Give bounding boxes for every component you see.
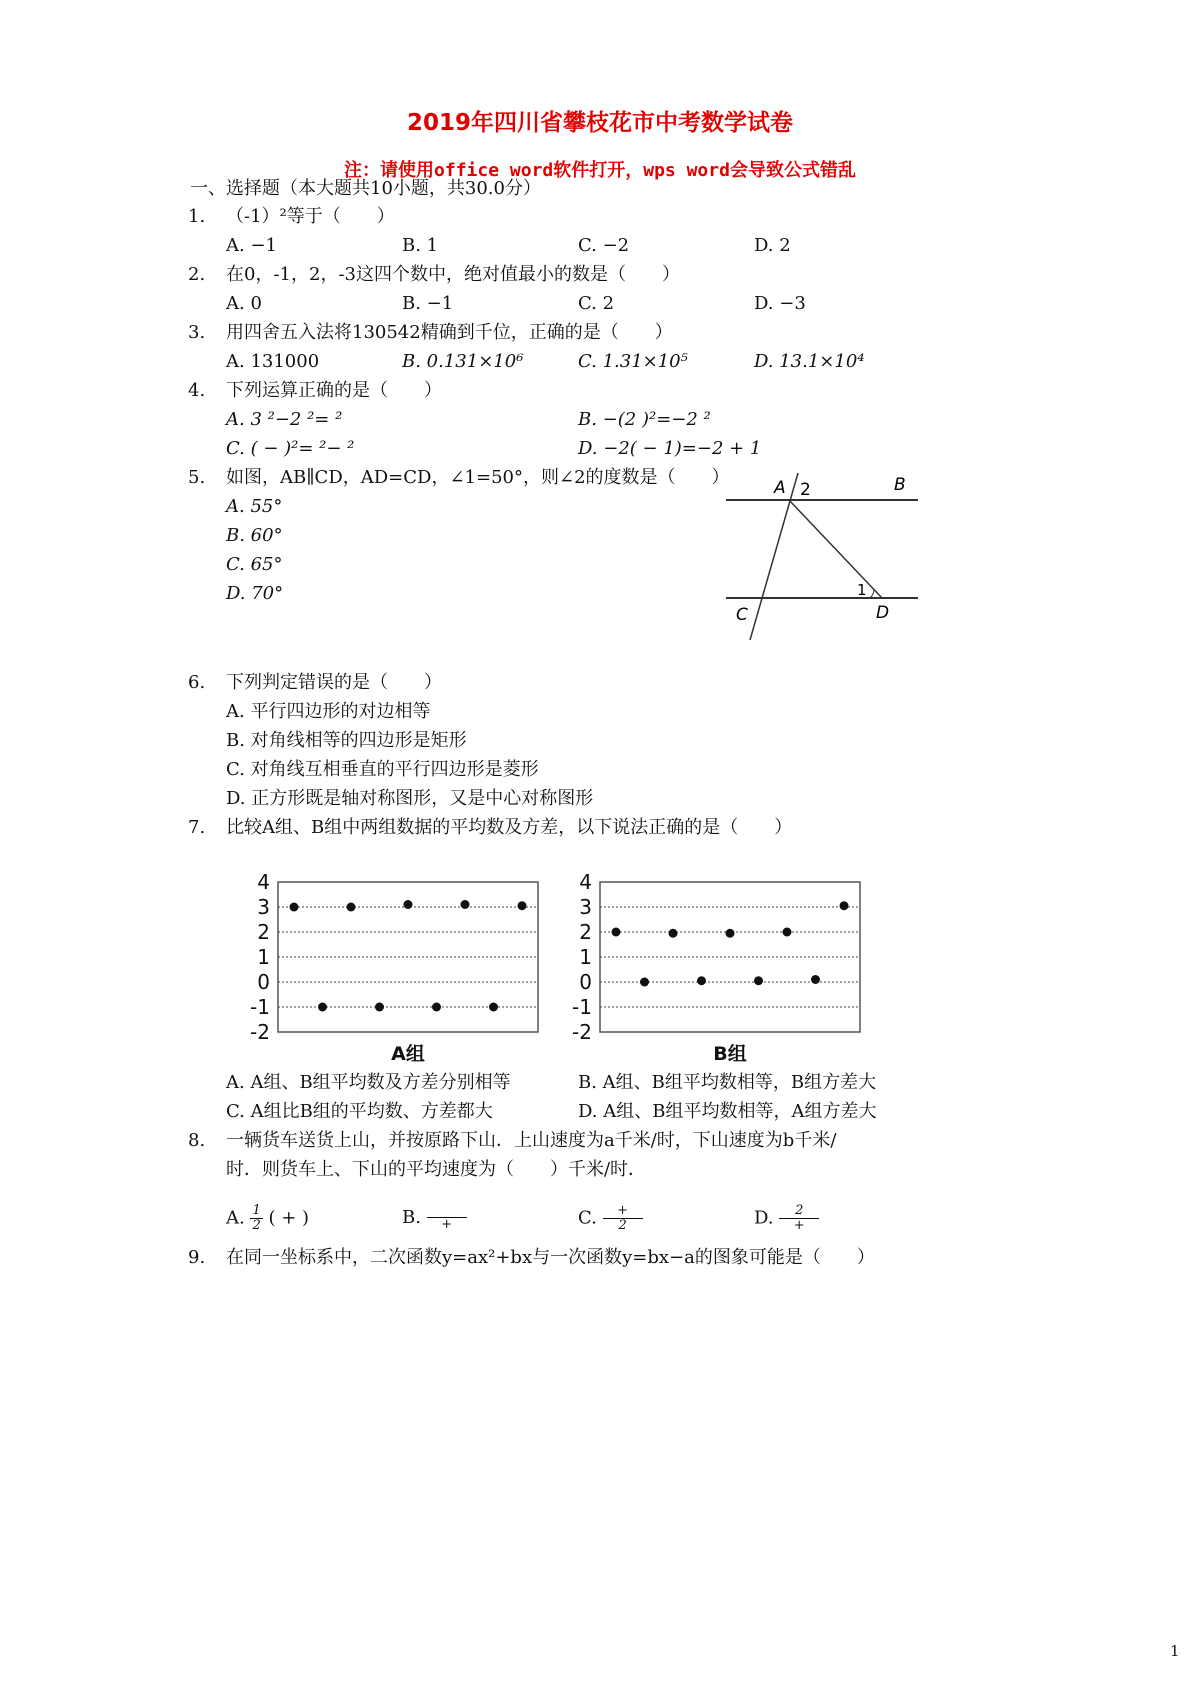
- y-tick-label: -2: [572, 1020, 592, 1044]
- transversal-line: [750, 473, 798, 640]
- data-point: [640, 978, 649, 987]
- y-tick-label: 1: [579, 945, 592, 969]
- point-c-label: C: [736, 605, 748, 625]
- q7-option-a: A. A组、B组平均数及方差分别相等: [226, 1072, 511, 1093]
- q8-stem-line1: 一辆货车送货上山，并按原路下山．上山速度为a千米/时，下山速度为b千米/: [226, 1130, 837, 1151]
- data-point: [811, 975, 820, 984]
- point-a-label: A: [774, 478, 786, 498]
- q5-option-b: B. 60°: [226, 525, 283, 546]
- q4-option-a: A. 3 ²−2 ²= ²: [226, 409, 343, 430]
- q8-option-c: [578, 1204, 643, 1233]
- data-point: [754, 976, 763, 985]
- q6-number: 6.: [188, 672, 206, 693]
- q9-number: 9.: [188, 1247, 206, 1268]
- q6-option-c: C. 对角线互相垂直的平行四边形是菱形: [226, 759, 539, 780]
- q5-option-a: A. 55°: [226, 496, 283, 517]
- q8-option-b: [402, 1204, 467, 1232]
- q2-option-d: D. −3: [754, 293, 806, 314]
- q7-number: 7.: [188, 817, 206, 838]
- data-point: [783, 928, 792, 937]
- q5-stem: 如图，AB∥CD，AD=CD，∠1=50°，则∠2的度数是（ ）: [226, 467, 730, 488]
- fraction-numerator: [427, 1204, 467, 1218]
- q1-number: 1.: [188, 206, 206, 227]
- y-tick-label: -1: [250, 995, 270, 1019]
- q6-option-b: B. 对角线相等的四边形是矩形: [226, 730, 467, 751]
- q8-option-a-label: A.: [226, 1207, 245, 1229]
- y-tick-label: -2: [250, 1020, 270, 1044]
- data-point: [489, 1003, 498, 1012]
- data-point: [461, 900, 470, 909]
- q8-number: 8.: [188, 1130, 206, 1151]
- data-point: [432, 1003, 441, 1012]
- q8-option-a-fraction: [250, 1204, 262, 1233]
- q5-option-d: D. 70°: [226, 583, 284, 604]
- y-tick-label: 0: [257, 970, 270, 994]
- q8-option-c-fraction: [603, 1204, 643, 1233]
- q8-option-a: [226, 1204, 309, 1233]
- point-d-label: D: [876, 603, 890, 623]
- q4-number: 4.: [188, 380, 206, 401]
- y-tick-label: 2: [579, 920, 592, 944]
- data-point: [347, 903, 356, 912]
- q5-geometry-figure: [722, 468, 922, 643]
- fraction-denominator: +: [441, 1217, 453, 1232]
- exam-title: 2019年四川省攀枝花市中考数学试卷: [406, 110, 793, 136]
- angle-1-label: 1: [857, 581, 867, 599]
- q4-option-c: C. ( − )²= ²− ²: [226, 438, 355, 459]
- fraction-denominator: +: [793, 1218, 805, 1233]
- fraction-numerator: 1: [252, 1203, 261, 1218]
- data-point: [697, 976, 706, 985]
- q7-option-b: B. A组、B组平均数相等，B组方差大: [578, 1072, 877, 1093]
- q2-option-c: C. 2: [578, 293, 615, 314]
- data-point: [290, 903, 299, 912]
- q9-stem: 在同一坐标系中，二次函数y=ax²+bx与一次函数y=bx−a的图象可能是（ ）: [226, 1247, 875, 1268]
- q1-option-a: A. −1: [226, 235, 277, 256]
- q7-stem: 比较A组、B组中两组数据的平均数及方差，以下说法正确的是（ ）: [226, 817, 793, 838]
- fraction-denominator: 2: [252, 1218, 261, 1233]
- angle-2-label: 2: [800, 480, 811, 500]
- segment-ad: [789, 500, 882, 598]
- data-point: [518, 901, 527, 910]
- q4-option-d: D. −2( − 1)=−2 + 1: [578, 438, 762, 459]
- q2-stem: 在0，-1，2，-3这四个数中，绝对值最小的数是（ ）: [226, 264, 680, 285]
- q3-option-a: A. 131000: [226, 351, 320, 372]
- q3-option-b: B. 0.131×10⁶: [402, 351, 524, 372]
- q1-option-b: B. 1: [402, 235, 439, 256]
- q5-option-c: C. 65°: [226, 554, 283, 575]
- q8-option-c-label: C.: [578, 1207, 597, 1229]
- q5-number: 5.: [188, 467, 206, 488]
- q6-option-a: A. 平行四边形的对边相等: [226, 701, 431, 722]
- chart-group-a: [238, 868, 548, 1068]
- q8-option-d-fraction: [779, 1204, 819, 1233]
- q3-stem: 用四舍五入法将130542精确到千位，正确的是（ ）: [226, 322, 673, 343]
- chart-title: A组: [391, 1043, 425, 1065]
- section-heading: 一、选择题（本大题共10小题，共30.0分）: [190, 178, 541, 199]
- y-tick-label: -1: [572, 995, 592, 1019]
- q3-option-c: C. 1.31×10⁵: [578, 351, 688, 372]
- q3-number: 3.: [188, 322, 206, 343]
- fraction-numerator: 2: [779, 1204, 819, 1219]
- chart-group-b: [560, 868, 870, 1068]
- q1-option-d: D. 2: [754, 235, 791, 256]
- q7-option-d: D. A组、B组平均数相等，A组方差大: [578, 1101, 877, 1122]
- q8-option-b-label: B.: [402, 1207, 421, 1228]
- q2-number: 2.: [188, 264, 206, 285]
- y-tick-label: 0: [579, 970, 592, 994]
- y-tick-label: 4: [257, 870, 270, 894]
- data-point: [318, 1003, 327, 1012]
- q2-option-b: B. −1: [402, 293, 454, 314]
- data-point: [404, 900, 413, 909]
- q6-stem: 下列判定错误的是（ ）: [226, 672, 442, 693]
- q6-option-d: D. 正方形既是轴对称图形，又是中心对称图形: [226, 788, 594, 809]
- point-b-label: B: [894, 475, 906, 495]
- data-point: [669, 929, 678, 938]
- q8-option-a-expression: ( + ): [268, 1207, 310, 1229]
- q8-option-d-label: D.: [754, 1207, 774, 1229]
- q7-option-c: C. A组比B组的平均数、方差都大: [226, 1101, 493, 1122]
- q1-stem: （-1）²等于（ ）: [226, 206, 395, 227]
- angle-1-arc: [870, 589, 874, 598]
- data-point: [612, 928, 621, 937]
- q8-option-b-fraction: [427, 1204, 467, 1232]
- data-point: [726, 929, 735, 938]
- q1-option-c: C. −2: [578, 235, 630, 256]
- chart-title: B组: [713, 1043, 747, 1065]
- q2-option-a: A. 0: [226, 293, 262, 314]
- q4-option-b: B. −(2 )²=−2 ²: [578, 409, 711, 430]
- y-tick-label: 2: [257, 920, 270, 944]
- data-point: [375, 1003, 384, 1012]
- fraction-denominator: 2: [618, 1218, 627, 1233]
- y-tick-label: 3: [579, 895, 592, 919]
- y-tick-label: 4: [579, 870, 592, 894]
- y-tick-label: 3: [257, 895, 270, 919]
- format-note: 注：请使用office word软件打开，wps word会导致公式错乱: [344, 160, 856, 181]
- q8-option-d: [754, 1204, 819, 1233]
- page-number: 1: [1170, 1642, 1180, 1660]
- fraction-numerator: +: [603, 1204, 643, 1219]
- q3-option-d: D. 13.1×10⁴: [754, 351, 865, 372]
- q4-stem: 下列运算正确的是（ ）: [226, 380, 442, 401]
- data-point: [840, 901, 849, 910]
- y-tick-label: 1: [257, 945, 270, 969]
- q8-stem-line2: 时．则货车上、下山的平均速度为（ ）千米/时．: [226, 1159, 647, 1180]
